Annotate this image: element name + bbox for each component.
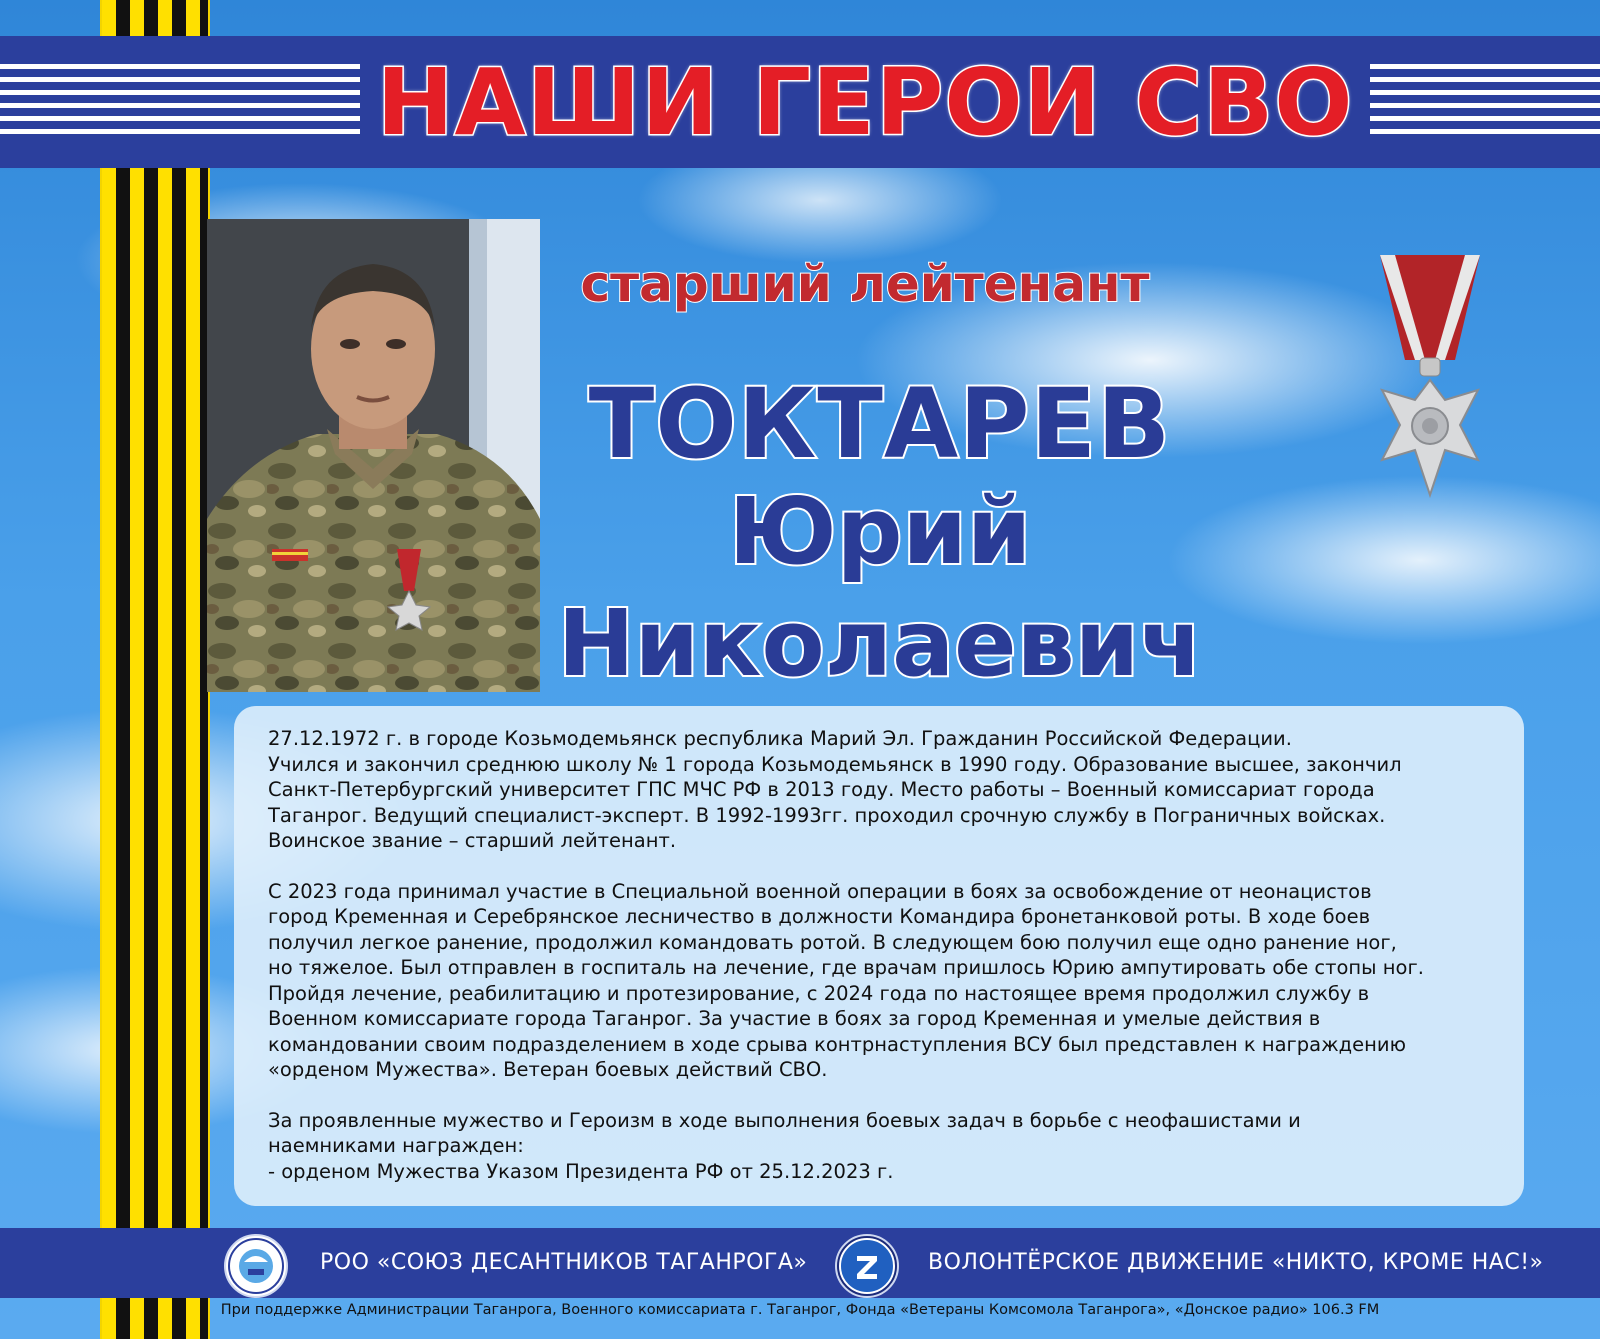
hero-rank: старший лейтенант [580,255,1150,313]
biography-text [268,726,1508,1209]
volunteer-movement-logo-icon [835,1234,899,1298]
hero-first-name: Юрий [728,478,1032,585]
bio-paragraph: 27.12.1972 г. в городе Козьмодемьянск республика Марий Эл. Гражданин Российской Федерации. Учился и закончил среднюю школу № 1 города Козьмодемьянск в 1990 году. Образование высшее, закончил Санкт-Петербургский университет ГПС МЧС РФ в 2013 году. Место работы – Военный комиссариат города Таганрог. Ведущий специалист-эксперт. В 1992-1993гг. проходил срочную службу в Пограничных войсках. Воинское звание – старший лейтенант. [268,727,1402,852]
header-stripes-right [1370,64,1600,142]
support-line: При поддержке Администрации Таганрога, Военного комиссариата г. Таганрог, Фонда «Ветераны Комсомола Таганрога», «Донское радио» 106.3 FM [220,1302,1380,1318]
order-of-courage-icon [1360,250,1500,510]
header-stripes-left [0,64,370,142]
page-title: НАШИ ГЕРОИ СВО [360,44,1370,160]
footer-band [0,1228,1600,1298]
org-left-name: РОО «СОЮЗ ДЕСАНТНИКОВ ТАГАНРОГА» [320,1250,808,1275]
hero-surname: ТОКТАРЕВ [588,368,1172,480]
hero-portrait-icon [207,219,540,692]
org-right-name: ВОЛОНТЁРСКОЕ ДВИЖЕНИЕ «НИКТО, КРОМЕ НАС!» [928,1250,1544,1275]
header-band [0,36,1600,168]
bio-paragraph: С 2023 года принимал участие в Специальной военной операции в боях за освобождение от неонацистов город Кременная и Серебрянское лесничество в должности Командира бронетанковой роты. В ходе боев получил легкое ранение, продолжил командовать ротой. В следующем бою получил еще одно ранение ног, но тяжелое. Был отправлен в госпиталь на лечение, где врачам пришлось Юрию ампутировать обе стопы ног. Пройдя лечение, реабилитацию и протезирование, с 2024 года по настоящее время продолжил службу в Военном комиссариате города Таганрог. За участие в боях за город Кременная и умелые действия в командовании своим подразделением в ходе срыва контрнаступления ВСУ был представлен к награждению «орденом Мужества». Ветеран боевых действий СВО. [268,879,1424,1081]
biography-panel [234,706,1524,1206]
st-george-ribbon [100,0,210,1339]
hero-patronymic: Николаевич [557,590,1203,697]
hero-photo [207,219,540,692]
bio-paragraph: За проявленные мужество и Героизм в ходе выполнения боевых задач в борьбе с неофашистами и наемниками награжден: - орденом Мужества Указом Президента РФ от 25.12.2023 г. [268,1108,1301,1183]
paratroopers-union-logo-icon [224,1234,288,1298]
